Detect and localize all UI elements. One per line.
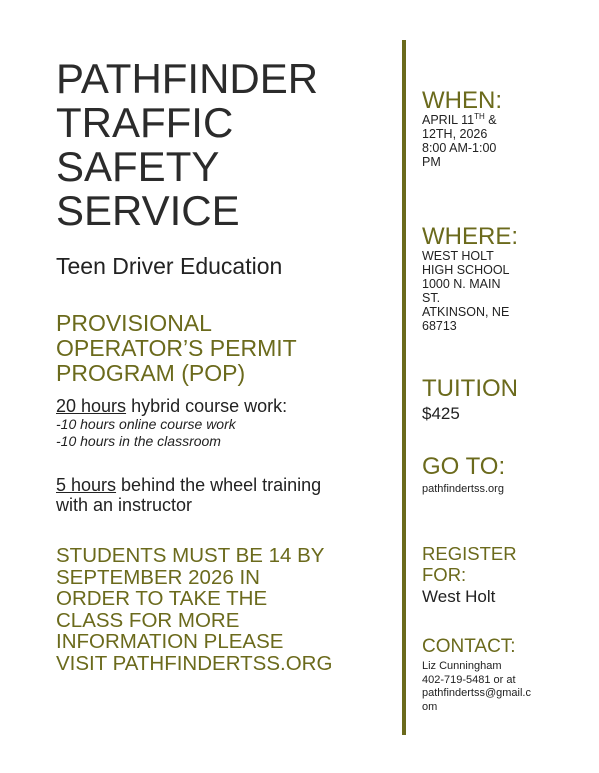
students-line: INFORMATION PLEASE <box>56 630 284 653</box>
behind-wheel-line <box>56 475 386 495</box>
hybrid-course-block <box>56 396 386 450</box>
hybrid-rest: hybrid course work: <box>126 396 288 416</box>
register-heading <box>422 543 572 585</box>
contact-line: 402-719-5481 or at <box>422 673 516 686</box>
classroom-hours: -10 hours in the classroom <box>56 433 221 449</box>
goto-section <box>422 454 572 497</box>
program-line: PROVISIONAL <box>56 310 212 336</box>
where-line: WEST HOLT <box>422 249 494 263</box>
register-heading-line: FOR: <box>422 564 467 585</box>
students-notice <box>56 545 386 674</box>
goto-website: pathfindertss.org <box>422 483 504 495</box>
when-details <box>422 113 572 169</box>
when-heading: WHEN: <box>422 87 502 114</box>
students-line: CLASS FOR MORE <box>56 608 240 632</box>
behind-wheel-hours: 5 hours <box>56 475 117 495</box>
contact-details <box>422 660 572 714</box>
where-section <box>422 224 572 333</box>
students-line: SEPTEMBER 2026 IN <box>56 565 260 589</box>
register-heading-line: REGISTER <box>422 543 517 564</box>
where-line: HIGH SCHOOL <box>422 263 510 277</box>
hybrid-hours: 20 hours <box>56 396 127 416</box>
program-line: PROGRAM (POP) <box>56 360 246 386</box>
students-line: STUDENTS MUST BE 14 BY <box>56 544 325 567</box>
where-line: ST. <box>422 291 441 305</box>
when-date-line <box>422 113 572 127</box>
where-details <box>422 249 572 333</box>
tuition-section <box>422 376 572 424</box>
flyer-title <box>56 57 386 233</box>
program-line: OPERATOR’S PERMIT <box>56 335 297 361</box>
online-hours: -10 hours online course work <box>56 416 236 432</box>
hybrid-line <box>56 396 386 416</box>
where-line: ATKINSON, NE <box>422 305 510 319</box>
tuition-heading: TUITION <box>422 375 518 402</box>
title-line: PATHFINDER <box>56 55 319 102</box>
title-line: TRAFFIC <box>56 99 234 146</box>
behind-wheel-line2: with an instructor <box>56 495 193 515</box>
tuition-value: $425 <box>422 404 460 423</box>
register-section <box>422 543 572 607</box>
when-line: 12TH, 2026 <box>422 127 488 141</box>
when-section <box>422 88 572 169</box>
program-heading <box>56 311 386 386</box>
where-line: 68713 <box>422 319 457 333</box>
when-date: APRIL 11 <box>422 113 475 127</box>
when-date-amp: & <box>484 113 497 127</box>
students-line: ORDER TO TAKE THE <box>56 587 268 610</box>
behind-wheel-block <box>56 475 386 515</box>
where-heading: WHERE: <box>422 223 518 250</box>
when-line: 8:00 AM-1:00 <box>422 141 497 155</box>
contact-section <box>422 636 572 714</box>
when-date-sup: TH <box>474 111 485 121</box>
title-line: SERVICE <box>56 187 240 234</box>
contact-line: om <box>422 700 438 713</box>
column-divider <box>402 40 406 735</box>
register-value: West Holt <box>422 587 496 606</box>
contact-heading: CONTACT: <box>422 636 516 657</box>
students-line: VISIT PATHFINDERTSS.ORG <box>56 651 333 675</box>
goto-heading: GO TO: <box>422 453 506 480</box>
contact-line: pathfindertss@gmail.c <box>422 687 531 699</box>
contact-line: Liz Cunningham <box>422 660 502 672</box>
title-line: SAFETY <box>56 143 220 190</box>
when-line: PM <box>422 155 441 169</box>
subtitle: Teen Driver Education <box>56 253 283 279</box>
behind-wheel-rest: behind the wheel training <box>116 475 322 495</box>
where-line: 1000 N. MAIN <box>422 277 501 291</box>
